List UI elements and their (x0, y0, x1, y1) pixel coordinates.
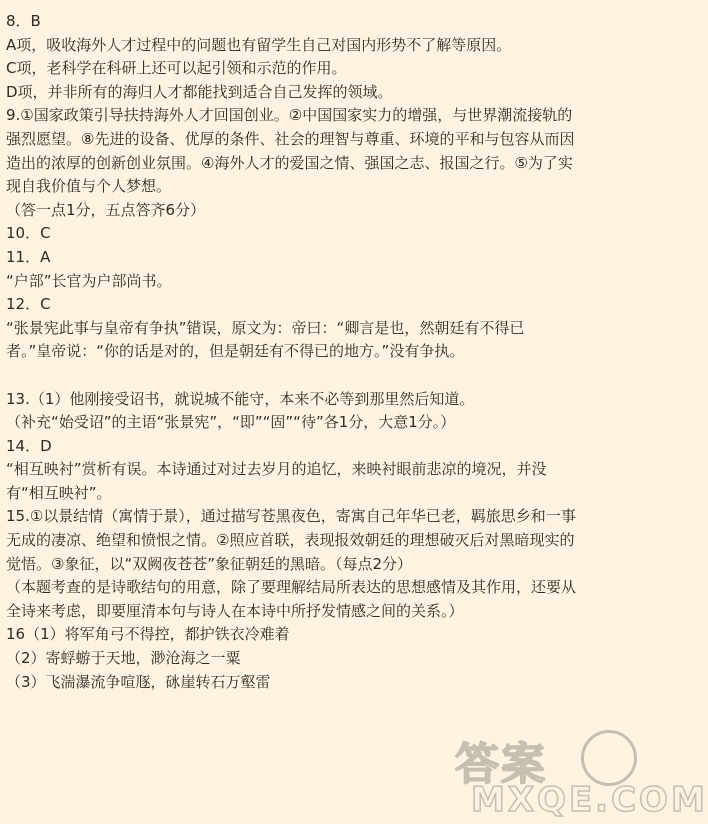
answer-line: （补充“始受诏”的主语“张景宪”，“即”“固”“待”各1分，大意1分。） (6, 413, 456, 432)
answer-line: 10．C (6, 224, 51, 243)
answer-line: 9.①国家政策引导扶持海外人才回国创业。②中国国家实力的增强，与世界潮流接轨的 (6, 106, 573, 125)
answer-line: A项，吸收海外人才过程中的问题也有留学生自己对国内形势不了解等原因。 (6, 35, 512, 54)
answer-line: 16（1）将军角弓不得控，都护铁衣冷难着 (6, 625, 290, 644)
watermark-bottom-text: MXQE.COM (471, 780, 708, 820)
answer-line: 现自我价值与个人梦想。 (6, 177, 172, 196)
watermark-seal-icon (581, 730, 637, 786)
answer-line: “相互映衬”赏析有误。本诗通过对过去岁月的追忆，来映衬眼前悲凉的境况，并没 (6, 460, 547, 479)
answer-line: 强烈愿望。⑧先进的设备、优厚的条件、社会的理智与尊重、环境的平和与包容从而因 (6, 129, 575, 148)
answer-line: 14．D (6, 436, 52, 455)
answer-line: 者。”皇帝说：“你的话是对的，但是朝廷有不得已的地方。”没有争执。 (6, 342, 465, 361)
answer-line: （2）寄蜉蝣于天地，渺沧海之一粟 (6, 649, 241, 668)
answer-line: D项，并非所有的海归人才都能找到适合自己发挥的领域。 (6, 82, 393, 101)
watermark-top-text: 答案 (455, 739, 547, 790)
answer-line: 12．C (6, 295, 51, 314)
answer-line: 13.（1）他刚接受诏书，就说城不能守，本来不必等到那里然后知道。 (6, 389, 475, 408)
site-watermark (451, 728, 708, 820)
answer-line: 造出的浓厚的创新创业氛围。④海外人才的爱国之情、强国之志、报国之行。⑤为了实 (6, 153, 573, 172)
answer-line: 觉悟。③象征，以“双阙夜苍苍”象征朝廷的黑暗。（每点2分） (6, 554, 413, 573)
answer-document (6, 10, 645, 694)
answer-line: 15.①以景结情（寓情于景），通过描写苍黑夜色，寄寓自己年华已老，羁旅思乡和一事 (6, 507, 576, 526)
answer-line: 11．A (6, 247, 51, 266)
answer-line: C项，老科学在科研上还可以起引领和示范的作用。 (6, 59, 347, 78)
answer-line: 有“相互映衬”。 (6, 483, 112, 502)
answer-line: “张景宪此事与皇帝有争执”错误，原文为：帝曰：“卿言是也，然朝廷有不得已 (6, 318, 525, 337)
answer-line: 无成的凄凉、绝望和愤恨之情。②照应首联，表现报效朝廷的理想破灭后对黑暗现实的 (6, 531, 575, 550)
answer-line: 全诗来考虑，即要厘清本句与诗人在本诗中所抒发情感之间的关系。） (6, 601, 464, 620)
answer-line: （答一点1分，五点答齐6分） (6, 200, 206, 219)
answer-line: （3）飞湍瀑流争喧豗，砯崖转石万壑雷 (6, 672, 271, 691)
blank-line (6, 364, 645, 388)
answer-line: “户部”长官为户部尚书。 (6, 271, 172, 290)
answer-line: 8．B (6, 12, 41, 30)
answer-line: （本题考查的是诗歌结句的用意，除了要理解结局所表达的思想感情及其作用，还要从 (6, 578, 577, 597)
